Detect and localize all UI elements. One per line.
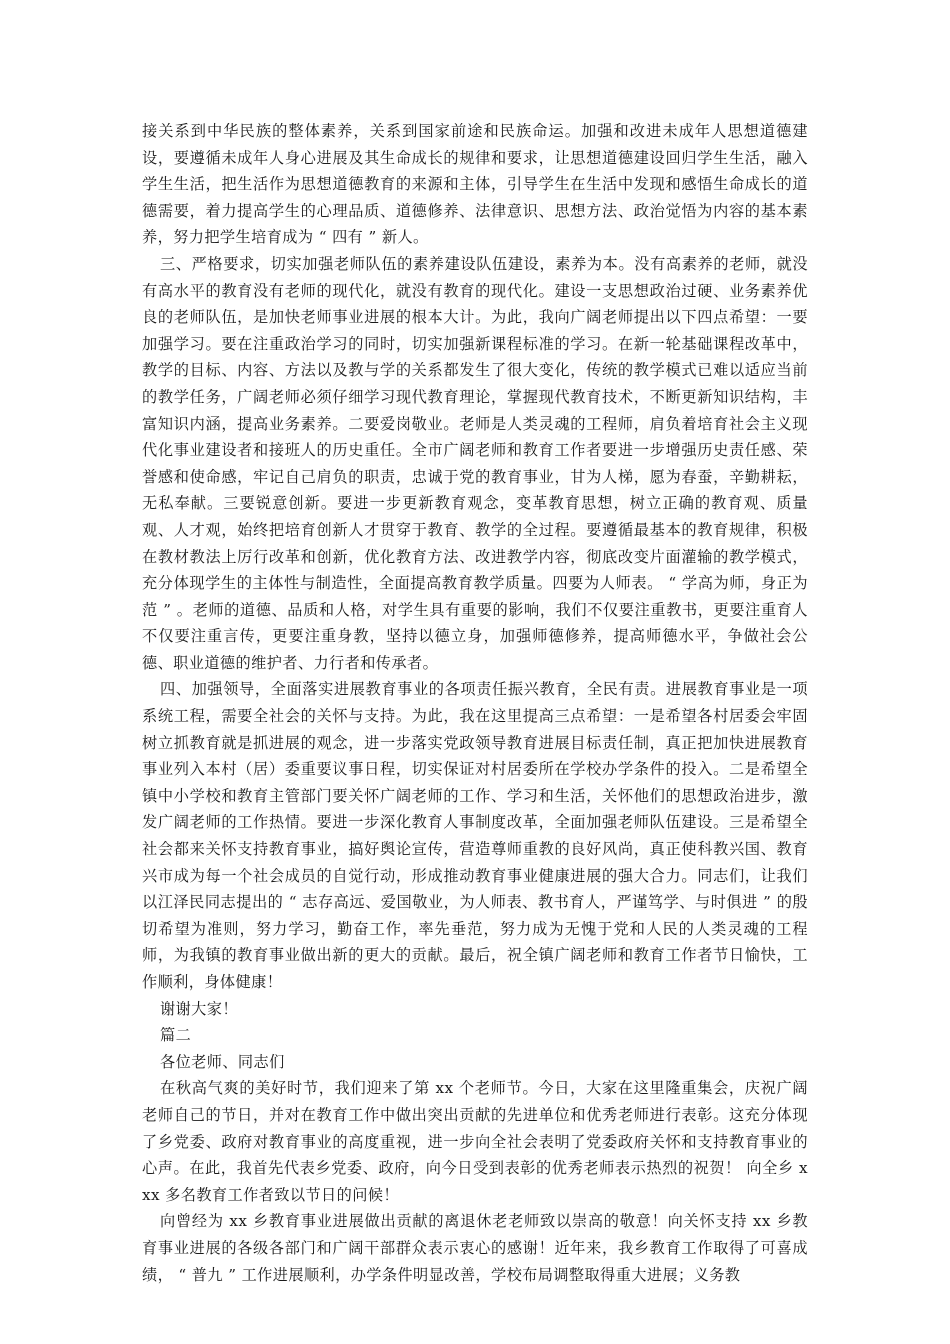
paragraph-section-three: 三、严格要求，切实加强老师队伍的素养建设队伍建设，素养为本。没有高素养的老师，就没有高水平的教育没有老师的现代化，就没有教育的现代化。建设一支思想政治过硬、业务素养优良的老师队伍，是加快老师事业进展的根本大计。为此，我向广阔老师提出以下四点希望：一要加强学习。要在注重政治学习的同时，切实加强新课程标准的学习。在新一轮基础课程改革中，教学的目标、内容、方法以及教与学的关系都发生了很大变化，传统的教学模式已难以适应当前的教学任务，广阔老师必须仔细学习现代教育理论，掌握现代教育技术，不断更新知识结构，丰富知识内涵，提高业务素养。二要爱岗敬业。老师是人类灵魂的工程师，肩负着培育社会主义现代化事业建设者和接班人的历史重任。全市广阔老师和教育工作者要进一步增强历史责任感、荣誉感和使命感，牢记自己肩负的职责，忠诚于党的教育事业，甘为人梯，愿为春蚕，辛勤耕耘，无私奉献。三要锐意创新。要进一步更新教育观念，变革教育思想，树立正确的教育观、质量观、人才观，始终把培育创新人才贯穿于教育、教学的全过程。要遵循最基本的教育规律，积极在教材教法上厉行改革和创新，优化教育方法、改进教学内容，彻底改变片面灌输的教学模式，充分体现学生的主体性与制造性，全面提高教育教学质量。四要为人师表。 “ 学高为师，身正为范 ” 。老师的道德、品质和人格，对学生具有重要的影响，我们不仅要注重教书，更要注重育人不仅要注重言传，更要注重身教，坚持以德立身，加强师德修养，提高师德水平，争做社会公德、职业道德的维护者、力行者和传承者。 [142, 254, 808, 672]
document-page [142, 118, 808, 1288]
paragraph-section-four: 四、加强领导，全面落实进展教育事业的各项责任振兴教育，全民有责。进展教育事业是一项系统工程，需要全社会的关怀与支持。为此，我在这里提高三点希望：一是希望各村居委会牢固树立抓教育就是抓进展的观念，进一步落实党政领导教育进展目标责任制，真正把加快进展教育事业列入本村（居）委重要议事日程，切实保证对村居委所在学校办学条件的投入。二是希望全镇中小学校和教育主管部门要关怀广阔老师的工作、学习和生活，关怀他们的思想政治进步，激发广阔老师的工作热情。要进一步深化教育人事制度改革，全面加强老师队伍建设。三是希望全社会都来关怀支持教育事业，搞好舆论宣传，营造尊师重教的良好风尚，真正使科教兴国、教育兴市成为每一个社会成员的自觉行动，形成推动教育事业健康进展的强大合力。同志们，让我们以江泽民同志提出的 “ 志存高远、爱国敬业，为人师表、教书育人，严谨笃学、与时俱进 ” 的殷切希望为准则，努力学习，勤奋工作，率先垂范，努力成为无愧于党和人民的人类灵魂的工程师，为我镇的教育事业做出新的更大的贡献。最后，祝全镇广阔老师和教育工作者节日愉快，工作顺利，身体健康！ [142, 680, 808, 991]
paragraph-gratitude: 向曾经为 xx 乡教育事业进展做出贡献的离退休老老师致以崇高的敬意！向关怀支持 xx 乡教育事业进展的各级各部门和广阔干部群众表示衷心的感谢！近年来，我乡教育工作取得了可喜成绩， “ 普九 ” 工作进展顺利，办学条件明显改善，学校布局调整取得重大进展；义务教 [142, 1212, 808, 1284]
paragraph-part-two-heading: 篇二 [160, 1026, 192, 1045]
paragraph-moral-education: 接关系到中华民族的整体素养，关系到国家前途和民族命运。加强和改进未成年人思想道德建设，要遵循未成年人身心进展及其生命成长的规律和要求，让思想道德建设回归学生生活，融入学生生活，把生活作为思想道德教育的来源和主体，引导学生在生活中发现和感悟生命成长的道德需要，着力提高学生的心理品质、道德修养、法律意识、思想方法、政治觉悟为内容的基本素养，努力把学生培育成为 “ 四有 ” 新人。 [142, 122, 808, 247]
paragraph-teachers-day: 在秋高气爽的美好时节，我们迎来了第 xx 个老师节。今日，大家在这里隆重集会，庆祝广阔老师自己的节日，并对在教育工作中做出突出贡献的先进单位和优秀老师进行表彰。这充分体现了乡党委、政府对教育事业的高度重视，进一步向全社会表明了党委政府关怀和支持教育事业的心声。在此，我首先代表乡党委、政府，向今日受到表彰的优秀老师表示热烈的祝贺！ 向全乡 xxx 多名教育工作者致以节日的问候！ [142, 1079, 808, 1204]
paragraph-thanks: 谢谢大家！ [160, 999, 238, 1018]
paragraph-salutation: 各位老师、同志们 [160, 1052, 285, 1071]
